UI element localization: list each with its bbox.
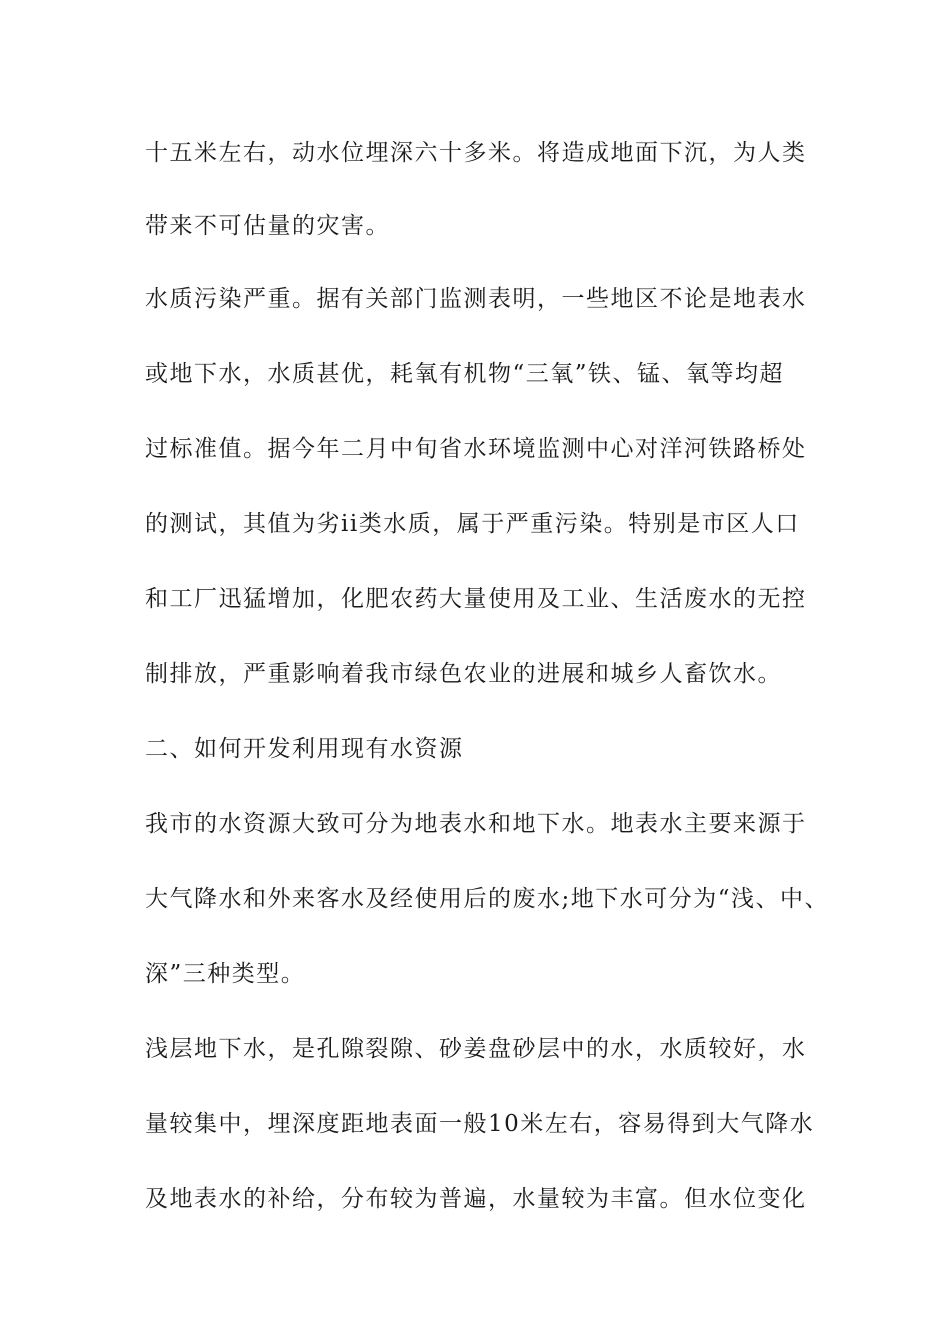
text-line: 过标准值。据今年二月中旬省水环境监测中心对洋河铁路桥处 xyxy=(145,436,807,462)
text-line: 带来不可估量的灾害。 xyxy=(145,213,390,239)
text-line: 十五米左右，动水位埋深六十多米。将造成地面下沉，为人类 xyxy=(145,140,807,166)
section-heading: 二、如何开发利用现有水资源 xyxy=(145,736,464,762)
text-line: 及地表水的补给，分布较为普遍，水量较为丰富。但水位变化 xyxy=(145,1186,807,1212)
text-line: 浅层地下水，是孔隙裂隙、砂姜盘砂层中的水，水质较好，水 xyxy=(145,1036,807,1062)
text-line: 的测试，其值为劣ii类水质，属于严重污染。特别是市区人口 xyxy=(145,511,800,537)
text-line: 或地下水，水质甚优，耗氧有机物“三氧”铁、锰、氧等均超 xyxy=(145,361,785,387)
text-line: 我市的水资源大致可分为地表水和地下水。地表水主要来源于 xyxy=(145,811,807,837)
text-line: 深”三种类型。 xyxy=(145,961,306,987)
text-line: 大气降水和外来客水及经使用后的废水;地下水可分为“浅、中、 xyxy=(145,886,830,912)
text-line: 量较集中，埋深度距地表面一般10米左右，容易得到大气降水 xyxy=(145,1111,815,1137)
text-line: 水质污染严重。据有关部门监测表明，一些地区不论是地表水 xyxy=(145,286,807,312)
text-line: 制排放，严重影响着我市绿色农业的进展和城乡人畜饮水。 xyxy=(145,661,782,687)
text-line: 和工厂迅猛增加，化肥农药大量使用及工业、生活废水的无控 xyxy=(145,586,807,612)
